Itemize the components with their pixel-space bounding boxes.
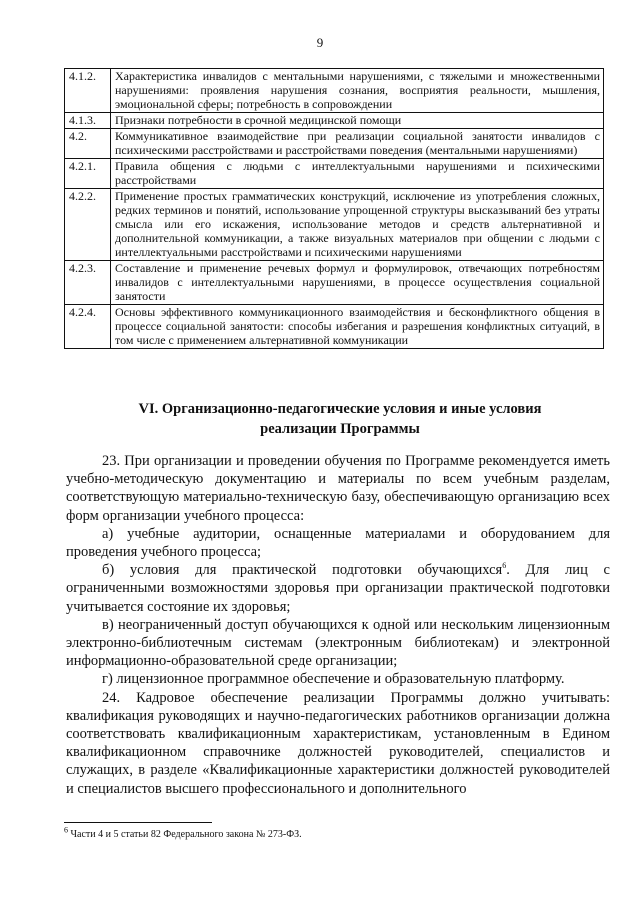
row-text: Правила общения с людьми с интеллектуальными нарушениями и психическими расстройствами — [111, 159, 604, 189]
item-b — [66, 561, 610, 616]
row-number: 4.1.3. — [65, 113, 111, 129]
body-text — [66, 452, 610, 798]
row-number: 4.2.1. — [65, 159, 111, 189]
item-b-text-end: . Для лиц с ограниченными возможностями здоровья при организации практической подготовки учитывается состояние их здоровья; — [66, 562, 610, 615]
row-text: Характеристика инвалидов с ментальными нарушениями, с тяжелыми и множественными нарушениями: проявления нарушения сознания, восприятия реальности, мышления, эмоциональной сферы; потребность в сопровождении — [111, 69, 604, 113]
item-b-text-start: б) условия для практической подготовки обучающихся — [102, 562, 503, 579]
table-row — [65, 305, 604, 349]
table-row — [65, 261, 604, 305]
item-a: а) учебные аудитории, оснащенные материалами и оборудованием для проведения учебного процесса; — [66, 525, 610, 561]
paragraph-23: 23. При организации и проведении обучения по Программе рекомендуется иметь учебно-методическую документацию и материалы по всем учебным разделам, соответствующую материально-техническую базу, обеспечивающую организацию всех форм организации учебного процесса: — [66, 453, 610, 524]
paragraph-24: 24. Кадровое обеспечение реализации Программы должно учитывать: квалификация руководящих и научно-педагогических работников организации должна соответствовать квалификационным характеристикам, установленным в Едином квалификационном справочнике должностей руководителей, специалистов и служащих, в разделе «Квалификационные характеристики должностей руководителей и специалистов высшего профессионального и дополнительного — [66, 689, 610, 797]
section-title-line-2: реализации Программы — [260, 421, 420, 437]
page-number: 9 — [316, 35, 324, 50]
curriculum-table — [64, 68, 604, 349]
row-number: 4.2.4. — [65, 305, 111, 349]
row-number: 4.2.3. — [65, 261, 111, 305]
item-g: г) лицензионное программное обеспечение и образовательную платформу. — [102, 671, 565, 688]
footnote-text: Части 4 и 5 статьи 82 Федерального закона № 273-ФЗ. — [68, 829, 302, 840]
item-v: в) неограниченный доступ обучающихся к одной или нескольким лицензионным электронно-библиотечным системам (электронным библиотекам) и электронной информационно-образовательной среде организации; — [66, 616, 610, 670]
row-text: Коммуникативное взаимодействие при реализации социальной занятости инвалидов с психическими расстройствами и расстройствами поведения (ментальными нарушениями) — [111, 129, 604, 159]
row-number: 4.2. — [65, 129, 111, 159]
footnote-mark: 6 — [64, 825, 68, 835]
table-row — [65, 113, 604, 129]
row-number: 4.2.2. — [65, 189, 111, 261]
table-row — [65, 69, 604, 113]
section-title-line-1: VI. Организационно-педагогические условия и иные условия — [138, 401, 542, 417]
table-row — [65, 159, 604, 189]
footnote-divider — [64, 822, 212, 823]
table-row — [65, 129, 604, 159]
row-text: Составление и применение речевых формул и формулировок, отвечающих потребностям инвалидов с интеллектуальными нарушениями, в процессе осуществления социальной занятости — [111, 261, 604, 305]
row-number: 4.1.2. — [65, 69, 111, 113]
footnote-reference: 6 — [502, 561, 507, 571]
table-row — [65, 189, 604, 261]
section-title — [100, 399, 580, 439]
row-text: Признаки потребности в срочной медицинской помощи — [111, 113, 604, 129]
row-text: Основы эффективного коммуникационного взаимодействия и бесконфликтного общения в процессе социальной занятости: способы избегания и разрешения конфликтных ситуаций, в том числе с применением альтернативной коммуникации — [111, 305, 604, 349]
footnote — [64, 825, 302, 840]
row-text: Применение простых грамматических конструкций, исключение из употребления сложных, редких терминов и понятий, использование упрощенной структуры высказываний без утраты смысла или его искажения, использование методов и средств альтернативной и дополнительной коммуникации, а также визуальных материалов при общении с людьми с интеллектуальными расстройствами и психическими нарушениями — [111, 189, 604, 261]
